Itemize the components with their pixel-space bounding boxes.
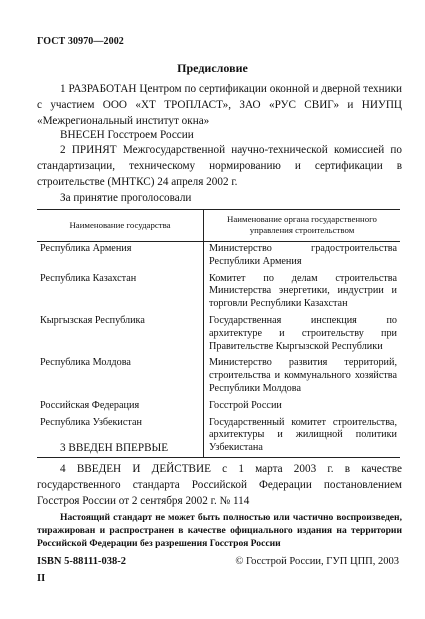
table-cell-body: Комитет по делам строительства Министерства энергетики, индустрии и торговли Республики Казахстан [209, 272, 397, 310]
paragraph-first-time: 3 ВВЕДЕН ВПЕРВЫЕ [60, 442, 169, 454]
table-cell-body: Министерство развития территорий, строительства и коммунального хозяйства Республики Молдова [209, 357, 397, 394]
page-title: Предисловие [177, 61, 248, 75]
table-cell-state: Кыргызская Республика [37, 314, 204, 356]
table-cell-state: Республика Узбекистан [37, 416, 204, 458]
table-row [37, 399, 400, 416]
copyright-notice: Настоящий стандарт не может быть полностью или частично воспроизведен, тиражирован и распространен в качестве официального издания на территории Российской Федерации без разрешения Госстроя России [37, 512, 402, 549]
table-row [37, 314, 400, 356]
voting-states-table [37, 209, 400, 458]
page-number: II [37, 573, 46, 584]
isbn: ISBN 5-88111-038-2 [37, 556, 126, 567]
table-cell-body: Государственная инспекция по архитектуре и строительству при Правительстве Кыргызской Республики [209, 314, 397, 352]
table-cell-state: Республика Молдова [37, 356, 204, 398]
paragraph-introduced: ВНЕСЕН Госстроем России [60, 129, 194, 141]
standard-code: ГОСТ 30970—2002 [37, 36, 124, 47]
table-cell-body: Государственный комитет строительства, архитектуры и жилищной политики Узбекистана [204, 416, 401, 458]
paragraph-developed: 1 РАЗРАБОТАН Центром по сертификации оконной и дверной техники с участием ООО «ХТ ТРОПЛАСТ», ЗАО «РУС СВИГ» и НИУПЦ «Межрегиональный институт окна» [37, 83, 402, 127]
table-header-body: Наименование органа государственного управления строительством [204, 210, 401, 242]
table-header-state: Наименование государства [37, 210, 204, 242]
table-cell-body: Госстрой России [209, 399, 282, 411]
table-row [37, 356, 400, 398]
table-cell-state: Российская Федерация [37, 399, 204, 416]
table-cell-state: Республика Казахстан [37, 272, 204, 314]
paragraph-adopted: 2 ПРИНЯТ Межгосударственной научно-технической комиссией по стандартизации, техническому нормированию и сертификации в строительстве (МНТКС) 24 апреля 2002 г. [37, 144, 402, 188]
table-header-row [37, 210, 400, 242]
table-row [37, 272, 400, 314]
table-cell-body: Министерство градостроительства Республики Армения [209, 243, 397, 267]
copyright-line: © Госстрой России, ГУП ЦПП, 2003 [235, 556, 399, 567]
paragraph-voted: За принятие проголосовали [60, 192, 192, 204]
table-cell-state: Республика Армения [37, 242, 204, 272]
paragraph-effective: 4 ВВЕДЕН И ДЕЙСТВИЕ с 1 марта 2003 г. в качестве государственного стандарта Российской Федерации постановлением Госстроя России от 2 сентября 2002 г. № 114 [37, 463, 402, 507]
table-row [37, 242, 400, 272]
